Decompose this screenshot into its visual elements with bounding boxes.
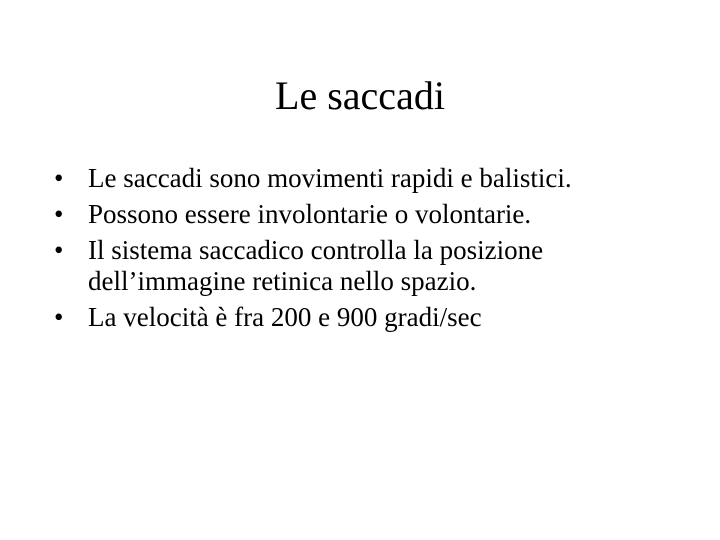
- bullet-text: La velocità è fra 200 e 900 gradi/sec: [88, 302, 482, 332]
- bullet-item: [52, 199, 692, 230]
- bullet-item: [52, 235, 692, 297]
- bullet-item: [52, 302, 692, 333]
- bullet-marker: •: [54, 302, 64, 332]
- bullet-marker: •: [54, 163, 64, 193]
- bullet-text: Le saccadi sono movimenti rapidi e balistici.: [88, 163, 572, 193]
- bullet-text: Il sistema saccadico controlla la posizione: [88, 235, 544, 265]
- bullet-marker: •: [54, 235, 64, 265]
- bullet-text-continuation: dell’immagine retinica nello spazio.: [88, 266, 477, 296]
- bullet-marker: •: [54, 199, 64, 229]
- slide-title: Le saccadi: [275, 73, 445, 118]
- bullet-item: [52, 163, 692, 194]
- bullet-text: Possono essere involontarie o volontarie.: [88, 199, 532, 229]
- bullet-list: [52, 163, 692, 338]
